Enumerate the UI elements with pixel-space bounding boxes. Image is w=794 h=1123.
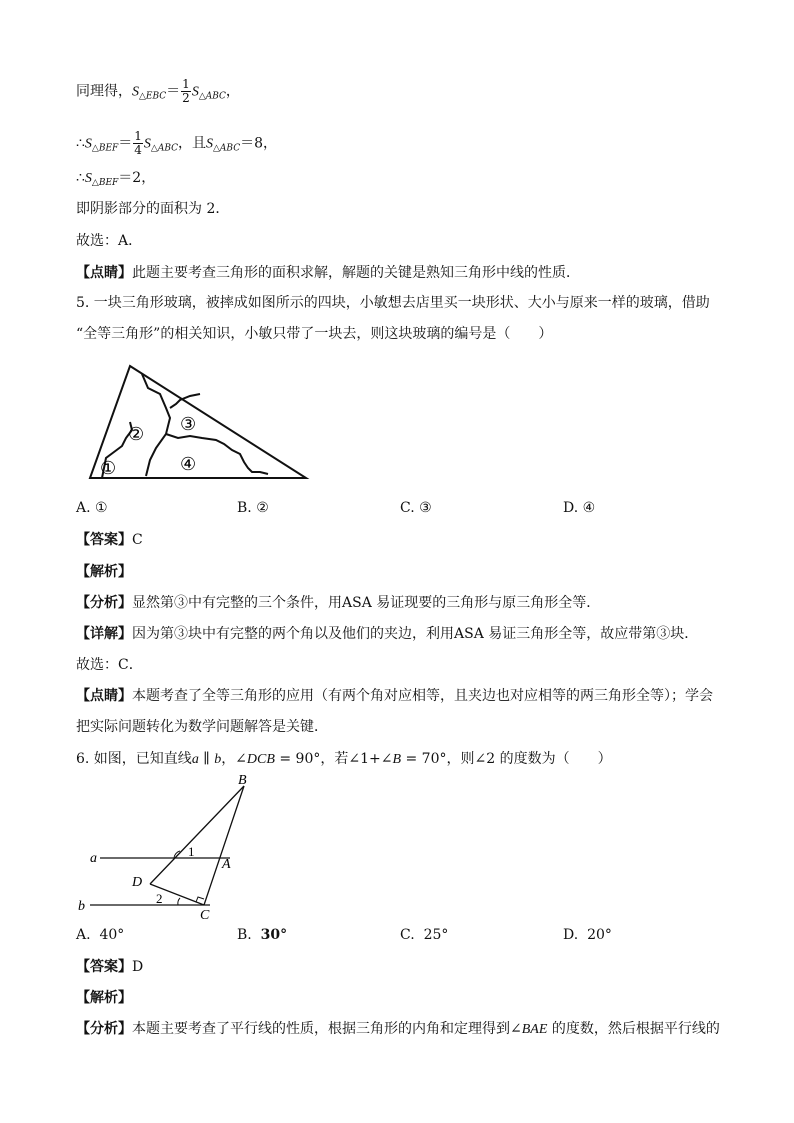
section-tag: 【分析】 bbox=[76, 1021, 132, 1037]
label-A: A bbox=[222, 857, 231, 872]
solution-line-1 bbox=[76, 78, 240, 107]
area-symbol: S bbox=[191, 84, 199, 100]
segment-bc bbox=[204, 786, 244, 905]
solution-line-2 bbox=[76, 130, 277, 159]
dianjing-text: 本题考查了全等三角形的应用（有两个角对应相等，且夹边也对应相等的两三角形全等）；学会 bbox=[132, 688, 713, 704]
therefore-symbol: ∴ bbox=[76, 170, 85, 186]
text-end: ＝2， bbox=[118, 170, 156, 186]
option-letter: B. bbox=[237, 927, 252, 943]
answer-value: D bbox=[132, 959, 144, 975]
angle-2-arc bbox=[178, 898, 180, 905]
option-value: 25° bbox=[423, 927, 449, 943]
angle-dcb: DCB bbox=[246, 752, 275, 767]
section-tag: 【答案】 bbox=[76, 532, 132, 548]
option-d[interactable]: D. ④ bbox=[563, 500, 596, 516]
right-angle-mark bbox=[196, 897, 204, 902]
punctuation: ， bbox=[225, 83, 240, 100]
fraction-denominator: 4 bbox=[134, 143, 142, 157]
fraction-numerator: 1 bbox=[134, 129, 142, 143]
area-symbol: S bbox=[84, 136, 92, 152]
area-symbol: S bbox=[132, 84, 139, 100]
option-letter: C. bbox=[400, 927, 415, 943]
label-b: b bbox=[78, 899, 85, 914]
section-tag: 【详解】 bbox=[76, 626, 132, 642]
option-letter: A. bbox=[76, 927, 91, 943]
fraction-denominator: 2 bbox=[182, 91, 190, 105]
parallel-symbol: ∥ bbox=[198, 751, 215, 767]
section-tag: 【答案】 bbox=[76, 959, 132, 975]
fraction-one-half bbox=[181, 78, 191, 105]
dianjing-text: 此题主要考查三角形的面积求解，解题的关键是熟知三角形中线的性质． bbox=[132, 265, 580, 281]
solution-line-3 bbox=[76, 168, 155, 193]
piece-label-4: ④ bbox=[180, 454, 197, 474]
option-value: 40° bbox=[99, 927, 125, 943]
fenxi-text: 本题主要考查了平行线的性质，根据三角形的内角和定理得到∠ bbox=[132, 1021, 522, 1037]
q6-text: = 70°，则∠2 的度数为（ ） bbox=[401, 751, 612, 767]
fraction-numerator: 1 bbox=[182, 77, 190, 91]
var-a: a bbox=[191, 752, 199, 767]
label-a: a bbox=[90, 851, 97, 866]
therefore-symbol: ∴ bbox=[76, 135, 85, 152]
xiangjie-line bbox=[76, 624, 698, 644]
q6-option-c[interactable] bbox=[400, 927, 448, 943]
question-5-line-2: “全等三角形”的相关知识，小敏只带了一块去，则这块玻璃的编号是（ ） bbox=[76, 326, 553, 342]
label-2: 2 bbox=[156, 891, 163, 906]
answer-line bbox=[76, 530, 143, 550]
question-5-line-1: 5. 一块三角形玻璃，被摔成如图所示的四块，小敏想去店里买一块形状、大小与原来一样的玻璃，借助 bbox=[76, 295, 710, 311]
area-symbol: S bbox=[206, 136, 214, 152]
solution-line-5: 故选：A． bbox=[76, 233, 143, 249]
equals-sign: ＝ bbox=[166, 83, 181, 100]
label-D: D bbox=[132, 875, 143, 890]
piece-label-3: ③ bbox=[180, 414, 197, 434]
label-B: B bbox=[238, 773, 247, 788]
equals-sign: ＝ bbox=[118, 135, 133, 152]
q6-answer-line bbox=[76, 957, 143, 977]
section-tag: 【分析】 bbox=[76, 595, 132, 611]
angle-bae: BAE bbox=[521, 1022, 548, 1037]
q6-option-d[interactable] bbox=[563, 927, 612, 943]
dianjing-line-1 bbox=[76, 686, 713, 706]
option-value: 20° bbox=[587, 927, 612, 943]
label-C: C bbox=[200, 908, 210, 922]
q6-fenxi-line bbox=[76, 1019, 720, 1040]
dianjing-line-2: 把实际问题转化为数学问题解答是关键． bbox=[76, 719, 328, 735]
glass-triangle-outline bbox=[90, 366, 306, 478]
piece-label-1: ① bbox=[100, 458, 117, 478]
var-b: b bbox=[214, 752, 222, 767]
q6-text: = 90°，若∠1+∠ bbox=[274, 751, 393, 767]
label-1: 1 bbox=[188, 844, 195, 859]
answer-value: C bbox=[132, 532, 143, 548]
broken-glass-figure bbox=[80, 358, 320, 486]
section-tag: 【点睛】 bbox=[76, 265, 132, 281]
area-symbol: S bbox=[143, 136, 151, 152]
option-letter: D. bbox=[563, 927, 579, 943]
triangle-subscript: △ABC bbox=[198, 91, 226, 102]
xiangjie-text: 因为第③块中有完整的两个角以及他们的夹边，利用ASA 易证三角形全等，故应带第③块． bbox=[132, 626, 699, 642]
q6-text: 6. 如图，已知直线 bbox=[76, 751, 192, 767]
option-value: 30° bbox=[260, 927, 288, 943]
choice-line: 故选：C． bbox=[76, 657, 143, 673]
text-prefix: 同理得， bbox=[76, 83, 132, 100]
text-middle: ，且 bbox=[178, 135, 207, 152]
fenxi-text: 的度数，然后根据平行线的 bbox=[547, 1021, 720, 1037]
text-end: ＝8， bbox=[240, 135, 278, 152]
angle-b: B bbox=[392, 752, 402, 767]
section-tag: 【点睛】 bbox=[76, 688, 132, 704]
option-b[interactable]: B. ② bbox=[237, 500, 269, 516]
piece-label-2: ② bbox=[128, 424, 145, 444]
triangle-subscript: △EBC bbox=[139, 91, 167, 102]
q6-text: ，∠ bbox=[221, 751, 247, 767]
dianjing-line bbox=[76, 263, 580, 283]
area-symbol: S bbox=[84, 171, 92, 186]
triangle-subscript: △BEF bbox=[91, 143, 119, 154]
q6-option-a[interactable] bbox=[76, 927, 124, 943]
triangle-subscript: △ABC bbox=[150, 143, 179, 154]
option-c[interactable]: C. ③ bbox=[400, 500, 432, 516]
fraction-one-quarter bbox=[133, 130, 143, 157]
fenxi-text: 显然第③中有完整的三个条件，用ASA 易证现要的三角形与原三角形全等． bbox=[132, 595, 601, 611]
fenxi-line bbox=[76, 593, 600, 613]
q6-analysis-heading: 【解析】 bbox=[76, 990, 132, 1006]
parallel-lines-figure bbox=[70, 772, 270, 922]
triangle-subscript: △ABC bbox=[213, 143, 241, 154]
analysis-heading: 【解析】 bbox=[76, 564, 132, 580]
triangle-subscript: △BEF bbox=[91, 178, 119, 188]
question-6-line bbox=[76, 749, 612, 770]
option-a[interactable]: A. ① bbox=[76, 500, 108, 516]
q6-option-b[interactable] bbox=[237, 927, 287, 943]
solution-line-4: 即阴影部分的面积为 2． bbox=[76, 201, 230, 217]
